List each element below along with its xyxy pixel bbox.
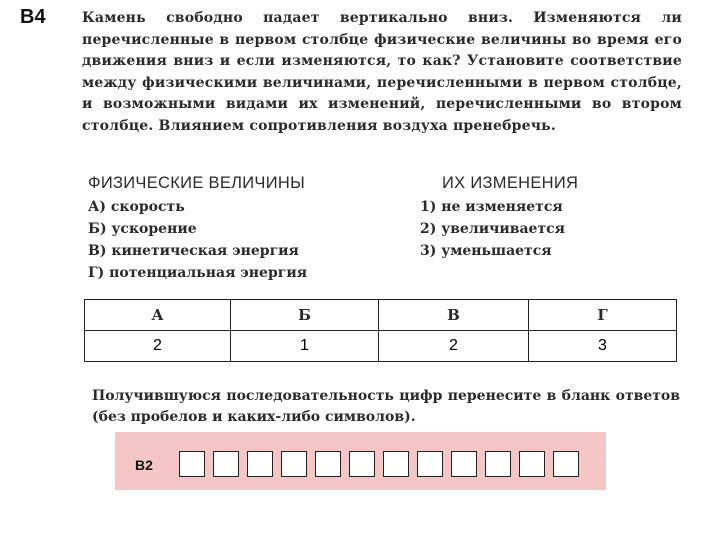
answer-cell[interactable] (553, 451, 579, 477)
instruction-text: Получившуюся последовательность цифр перенесите в бланк ответов (без пробелов и каких-либо символов). (92, 388, 680, 425)
answer-cell[interactable] (417, 451, 443, 477)
answer-header-cell: Б (231, 300, 379, 331)
quantity-item: Б) ускорение (88, 221, 197, 237)
answer-cell[interactable] (349, 451, 375, 477)
changes-header: ИХ ИЗМЕНЕНИЯ (442, 174, 579, 192)
answer-table (84, 299, 677, 362)
answer-cell[interactable] (485, 451, 511, 477)
answer-cell[interactable] (247, 451, 273, 477)
change-item: 1) не изменяется (420, 199, 563, 215)
answer-cell[interactable] (179, 451, 205, 477)
quantities-header: ФИЗИЧЕСКИЕ ВЕЛИЧИНЫ (88, 174, 305, 192)
answer-header-cell: А (85, 300, 231, 331)
quantity-item: А) скорость (88, 199, 185, 215)
answer-cell[interactable] (315, 451, 341, 477)
answer-blank (115, 432, 606, 490)
change-item: 3) уменьшается (420, 243, 552, 259)
answer-cells (179, 451, 579, 477)
answer-header-cell: Г (529, 300, 677, 331)
question-text: Камень свободно падает вертикально вниз. Изменяются ли перечисленные в первом столбце физические величины во время его движения вниз и если изменяются, то как? Установите соответствие между физическими величинами, перечисленными в первом столбце, и возможными видами их изменений, перечисленными во втором столбце. Влиянием сопротивления воздуха пренебречь. (82, 10, 682, 134)
answer-value-cell: 2 (379, 331, 529, 362)
answer-value-cell: 3 (529, 331, 677, 362)
quantity-item: В) кинетическая энергия (88, 243, 299, 259)
answer-value-cell: 1 (231, 331, 379, 362)
answer-cell[interactable] (451, 451, 477, 477)
answer-header-cell: В (379, 300, 529, 331)
quantities-column (88, 172, 388, 284)
changes-column (420, 172, 680, 262)
quantity-item: Г) потенциальная энергия (88, 265, 308, 281)
answer-cell[interactable] (213, 451, 239, 477)
task-number: B4 (20, 6, 46, 28)
answer-cell[interactable] (383, 451, 409, 477)
answer-cell[interactable] (519, 451, 545, 477)
answer-blank-label: B2 (135, 457, 153, 473)
answer-cell[interactable] (281, 451, 307, 477)
change-item: 2) увеличивается (420, 221, 565, 237)
answer-value-cell: 2 (85, 331, 231, 362)
answer-table-value-row (85, 331, 677, 362)
answer-table-header-row (85, 300, 677, 331)
